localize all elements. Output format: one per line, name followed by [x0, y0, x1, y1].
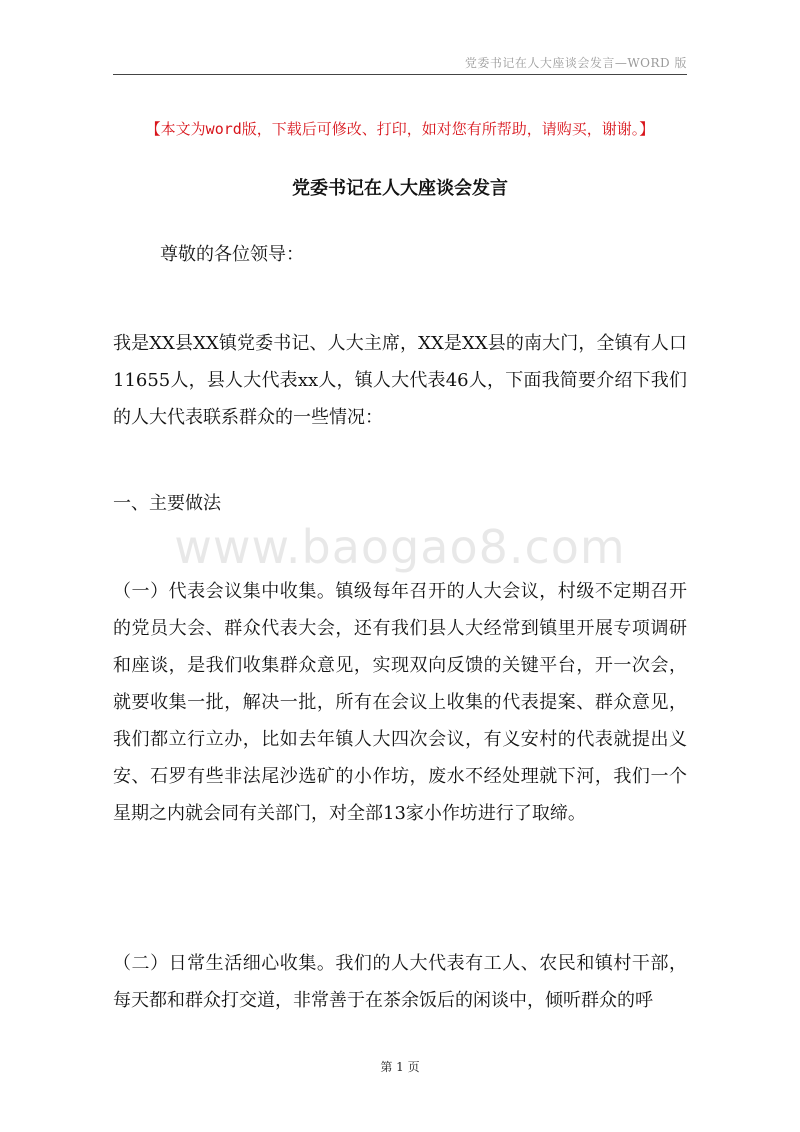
greeting: 尊敬的各位领导： [160, 244, 304, 265]
download-notice: 【本文为word版，下载后可修改、打印，如对您有所帮助，请购买，谢谢。】 [145, 120, 655, 138]
running-header: 党委书记在人大座谈会发言—WORD 版 [464, 56, 687, 70]
paragraph-intro: 我是XX县XX镇党委书记、人大主席，XX是XX县的南大门，全镇有人口11655人，县人大代表xx人，镇人大代表46人，下面我简要介绍下我们的人大代表联系群众的一些情况： [113, 333, 687, 428]
page-number: 第 1 页 [380, 1060, 420, 1074]
paragraph-meeting-collection: （一）代表会议集中收集。镇级每年召开的人大会议，村级不定期召开的党员大会、群众代表大会，还有我们县人大经常到镇里开展专项调研和座谈，是我们收集群众意见，实现双向反馈的关键平台，开一次会，就要收集一批，解决一批，所有在会议上收集的代表提案、群众意见，我们都立行立办，比如去年镇人大四次会议，有义安村的代表就提出义安、石罗有些非法尾沙选矿的小作坊，废水不经处理就下河，我们一个星期之内就会同有关部门，对全部13家小作坊进行了取缔。 [113, 581, 687, 824]
watermark: www.baogao8.com [174, 520, 626, 574]
section-heading: 一、主要做法 [113, 493, 221, 514]
header-divider [113, 74, 687, 75]
paragraph-daily-collection: （二）日常生活细心收集。我们的人大代表有工人、农民和镇村干部，每天都和群众打交道，非常善于在茶余饭后的闲谈中，倾听群众的呼 [113, 953, 687, 1011]
document-title: 党委书记在人大座谈会发言 [292, 178, 508, 199]
